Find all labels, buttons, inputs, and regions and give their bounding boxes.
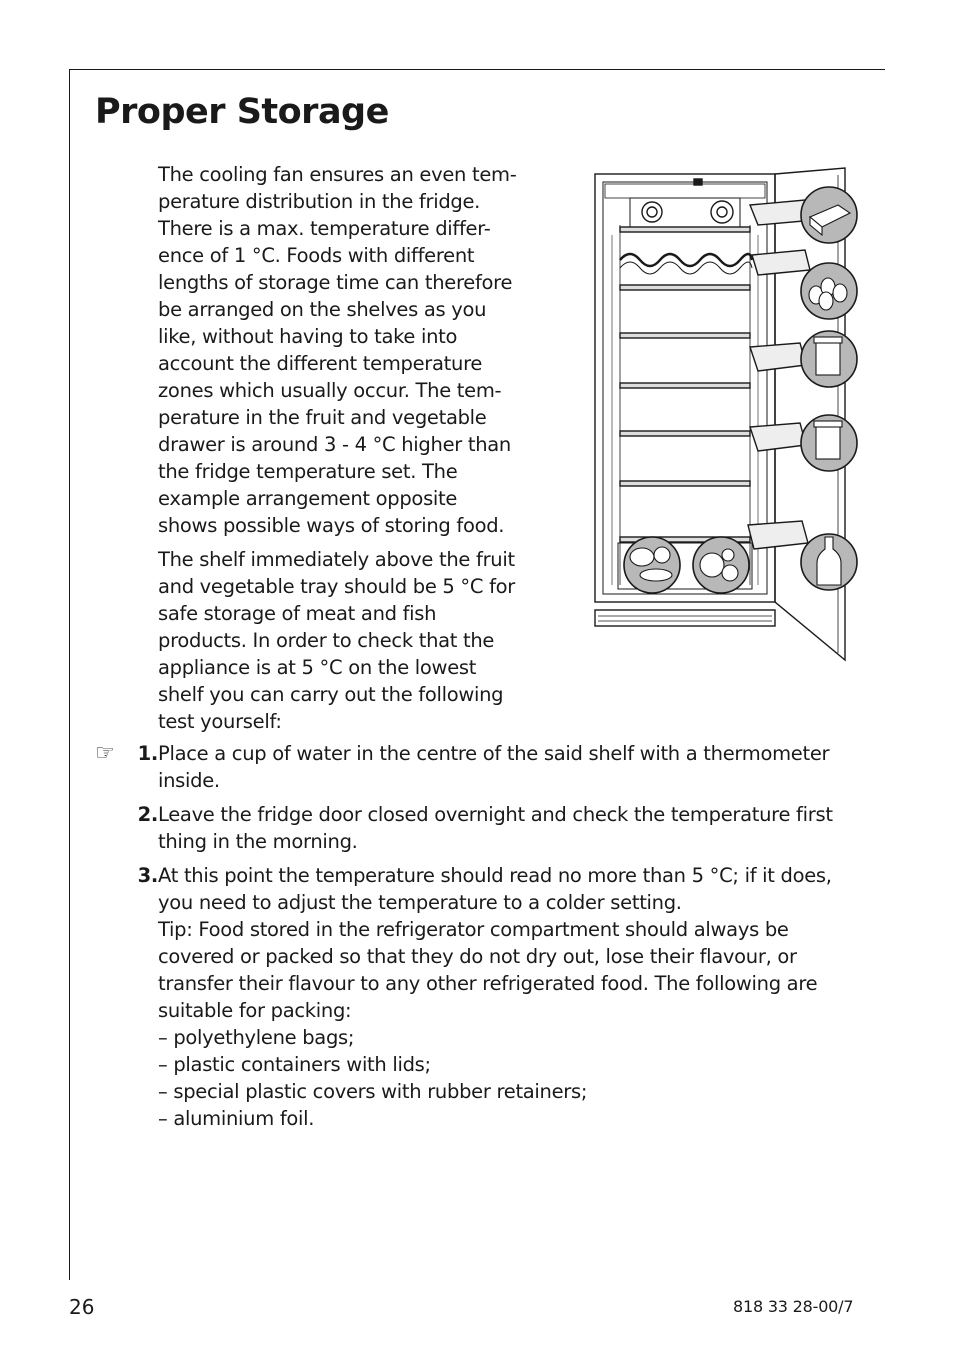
- text-line: safe storage of meat and fish: [158, 602, 437, 625]
- text-line: like, without having to take into: [158, 325, 458, 348]
- top-rule: [69, 69, 885, 70]
- text-line: and vegetable tray should be 5 °C for: [158, 575, 515, 598]
- text-line: Place a cup of water in the centre of the said shelf with a thermometer: [158, 742, 830, 765]
- step-3: [95, 862, 865, 1132]
- text-line: – polyethylene bags;: [158, 1026, 355, 1049]
- text-line: thing in the morning.: [158, 830, 358, 853]
- step-1: [95, 740, 865, 794]
- text-line: lengths of storage time can therefore: [158, 271, 513, 294]
- text-line: you need to adjust the temperature to a colder setting.: [158, 891, 682, 914]
- text-line: There is a max. temperature differ-: [158, 217, 491, 240]
- text-line: zones which usually occur. The tem-: [158, 379, 502, 402]
- text-line: account the different temperature: [158, 352, 483, 375]
- intro-paragraph-2: [158, 546, 530, 735]
- pointing-hand-icon: ☞: [95, 741, 115, 766]
- text-line: – special plastic covers with rubber retainers;: [158, 1080, 588, 1103]
- text-line: The cooling fan ensures an even tem-: [158, 163, 517, 186]
- text-line: Leave the fridge door closed overnight and check the temperature first: [158, 803, 833, 826]
- text-line: shelf you can carry out the following: [158, 683, 504, 706]
- text-line: covered or packed so that they do not dry out, lose their flavour, or: [158, 945, 797, 968]
- step-2: [95, 801, 865, 855]
- text-line: shows possible ways of storing food.: [158, 514, 505, 537]
- text-line: example arrangement opposite: [158, 487, 458, 510]
- text-line: be arranged on the shelves as you: [158, 298, 487, 321]
- text-line: – aluminium foil.: [158, 1107, 315, 1130]
- fridge-storage-illustration: [590, 165, 870, 665]
- left-rule: [69, 69, 70, 1280]
- text-line: perature distribution in the fridge.: [158, 190, 481, 213]
- intro-paragraph-1: [158, 161, 530, 539]
- text-line: At this point the temperature should read no more than 5 °C; if it does,: [158, 864, 832, 887]
- step-number: 1.: [137, 742, 158, 765]
- document-code: 818 33 28-00/7: [733, 1297, 854, 1316]
- text-line: The shelf immediately above the fruit: [158, 548, 515, 571]
- page-number: 26: [69, 1295, 95, 1319]
- test-steps: [95, 740, 865, 1139]
- text-line: – plastic containers with lids;: [158, 1053, 431, 1076]
- text-line: transfer their flavour to any other refrigerated food. The following are: [158, 972, 818, 995]
- text-line: Tip: Food stored in the refrigerator compartment should always be: [158, 918, 789, 941]
- step-number: 3.: [137, 864, 158, 887]
- step-number: 2.: [137, 803, 158, 826]
- text-line: the fridge temperature set. The: [158, 460, 458, 483]
- text-line: inside.: [158, 769, 220, 792]
- text-line: test yourself:: [158, 710, 282, 733]
- text-line: ence of 1 °C. Foods with different: [158, 244, 475, 267]
- intro-text: [158, 161, 530, 742]
- page-title: Proper Storage: [95, 92, 389, 132]
- text-line: drawer is around 3 - 4 °C higher than: [158, 433, 511, 456]
- text-line: perature in the fruit and vegetable: [158, 406, 487, 429]
- text-line: suitable for packing:: [158, 999, 352, 1022]
- text-line: products. In order to check that the: [158, 629, 495, 652]
- text-line: appliance is at 5 °C on the lowest: [158, 656, 477, 679]
